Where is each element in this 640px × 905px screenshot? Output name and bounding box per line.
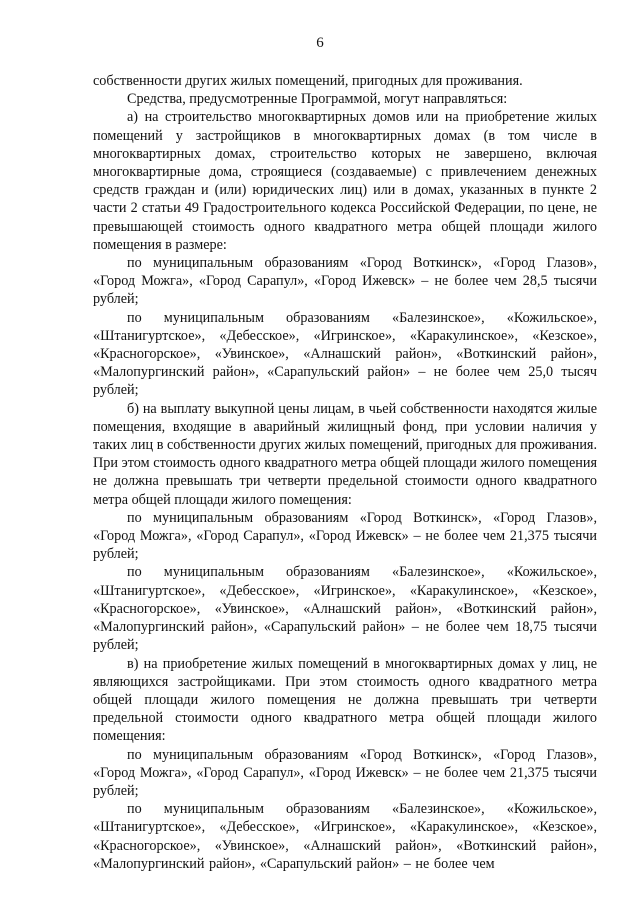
paragraph-item-b-districts: по муниципальным образованиям «Балезинское», «Кожильское», «Штанигуртское», «Дебесское», «Игринское», «Каракулинское», «Кезское», «Красногорское», «Увинское», «Алнашский район», «Воткинский район», «Малопургинский район», «Сарапульский район» – не более чем 18,75 тысячи рублей; <box>93 564 597 654</box>
document-body <box>93 72 597 873</box>
paragraph-item-b-cities: по муниципальным образованиям «Город Воткинск», «Город Глазов», «Город Можга», «Город Сарапул», «Город Ижевск» – не более чем 21,375 тысячи рублей; <box>93 509 597 563</box>
paragraph-item-b: б) на выплату выкупной цены лицам, в чьей собственности находятся жилые помещения, входящие в аварийный жилищный фонд, при условии наличия у таких лиц в собственности других жилых помещений, пригодных для проживания. При этом стоимость одного квадратного метра общей площади жилого помещения не должна превышать три четверти предельной стоимости одного квадратного метра общей площади жилого помещения: <box>93 400 597 508</box>
page-number: 6 <box>316 35 324 51</box>
paragraph-item-c: в) на приобретение жилых помещений в многоквартирных домах у лиц, не являющихся застройщиками. При этом стоимость одного квадратного метра общей площади жилого помещения не должна превышать три четверти предельной стоимости одного квадратного метра общей площади жилого помещения: <box>93 655 597 745</box>
paragraph-item-a-cities: по муниципальным образованиям «Город Воткинск», «Город Глазов», «Город Можга», «Город Сарапул», «Город Ижевск» – не более чем 28,5 тысячи рублей; <box>93 255 597 308</box>
paragraph-item-a-districts: по муниципальным образованиям «Балезинское», «Кожильское», «Штанигуртское», «Дебесское», «Игринское», «Каракулинское», «Кезское», «Красногорское», «Увинское», «Алнашский район», «Воткинский район», «Малопургинский район», «Сарапульский район» – не более чем 25,0 тысяч рублей; <box>93 309 597 399</box>
paragraph-funds-intro: Средства, предусмотренные Программой, могут направляться: <box>127 91 508 108</box>
paragraph-item-c-cities: по муниципальным образованиям «Город Воткинск», «Город Глазов», «Город Можга», «Город Сарапул», «Город Ижевск» – не более чем 21,375 тысячи рублей; <box>93 746 597 799</box>
paragraph-continuation: собственности других жилых помещений, пригодных для проживания. <box>93 73 523 89</box>
paragraph-item-c-districts: по муниципальным образованиям «Балезинское», «Кожильское», «Штанигуртское», «Дебесское», «Игринское», «Каракулинское», «Кезское», «Красногорское», «Увинское», «Алнашский район», «Воткинский район», «Малопургинский район», «Сарапульский район» – не более чем <box>93 801 597 872</box>
paragraph-item-a: а) на строительство многоквартирных домов или на приобретение жилых помещений у застройщиков в многоквартирных домах (в том числе в многоквартирных домах, строительство которых не завершено, включая многоквартирные дома, строящиеся (создаваемые) с привлечением денежных средств граждан и (или) юридических лиц) или в домах, указанных в пункте 2 части 2 статьи 49 Градостроительного кодекса Российской Федерации, по цене, не превышающей стоимость одного квадратного метра общей площади жилого помещения в размере: <box>93 109 597 253</box>
